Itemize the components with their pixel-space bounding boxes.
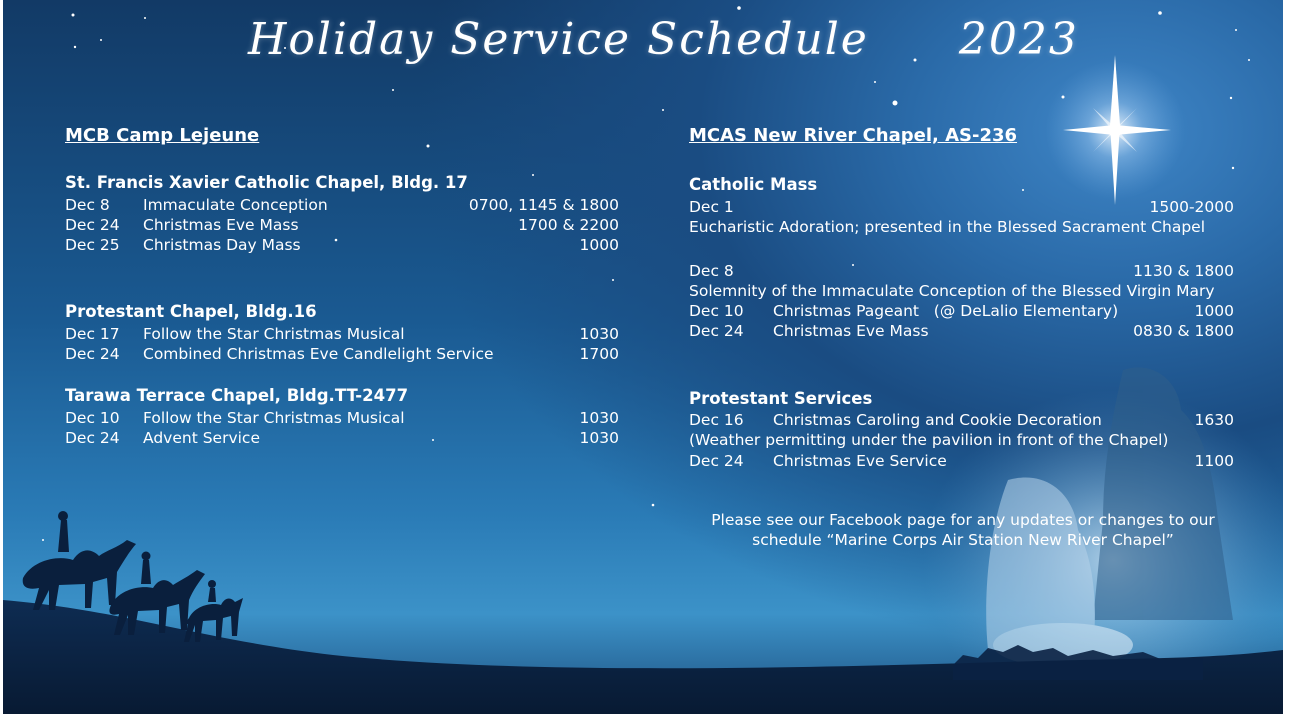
row-event: Christmas Eve Service <box>773 452 947 470</box>
row-event: Christmas Day Mass <box>143 236 301 254</box>
schedule-row <box>689 262 1234 282</box>
row-time: 0700, 1145 & 1800 <box>468 196 619 214</box>
schedule-row <box>689 198 1234 218</box>
row-date: Dec 8 <box>65 196 110 214</box>
row-date: Dec 10 <box>65 409 120 427</box>
row-note: Solemnity of the Immaculate Conception of the Blessed Virgin Mary <box>689 282 1215 300</box>
schedule-row <box>65 196 619 216</box>
row-time: 1630 <box>1194 411 1234 429</box>
section-heading: St. Francis Xavier Catholic Chapel, Bldg. 17 <box>65 173 468 192</box>
row-event: Christmas Caroling and Cookie Decoration <box>773 411 1102 429</box>
row-date: Dec 25 <box>65 236 120 254</box>
row-date: Dec 24 <box>65 216 120 234</box>
schedule-row <box>65 236 619 256</box>
poster-title <box>248 14 1079 65</box>
row-date: Dec 16 <box>689 411 744 429</box>
row-time: 1030 <box>579 409 619 427</box>
schedule-poster <box>3 0 1283 714</box>
title-text: Holiday Service Schedule <box>248 14 869 65</box>
facebook-notice-line: Please see our Facebook page for any updates or changes to our <box>711 511 1215 529</box>
schedule-row <box>65 409 619 429</box>
row-time: 1030 <box>579 325 619 343</box>
schedule-row <box>689 411 1234 431</box>
schedule-row <box>65 216 619 236</box>
row-date: Dec 17 <box>65 325 120 343</box>
row-event: Follow the Star Christmas Musical <box>143 325 405 343</box>
bethlehem-star-icon <box>1045 55 1185 205</box>
row-time: 1500-2000 <box>1149 198 1234 216</box>
mcb-camp-lejeune-heading: MCB Camp Lejeune <box>65 125 260 146</box>
row-event: Christmas Pageant (@ DeLalio Elementary) <box>773 302 1119 320</box>
row-time: 1000 <box>579 236 619 254</box>
section-heading: Tarawa Terrace Chapel, Bldg.TT-2477 <box>65 386 409 405</box>
row-date: Dec 24 <box>689 322 744 340</box>
row-event: Follow the Star Christmas Musical <box>143 409 405 427</box>
row-date: Dec 24 <box>689 452 744 470</box>
schedule-row <box>689 302 1234 322</box>
row-date: Dec 8 <box>689 262 734 280</box>
schedule-row <box>65 429 619 449</box>
mcas-new-river-heading: MCAS New River Chapel, AS-236 <box>689 125 1018 146</box>
row-time: 1700 <box>579 345 619 363</box>
row-event: Immaculate Conception <box>143 196 328 214</box>
row-time: 1030 <box>579 429 619 447</box>
facebook-notice-line: schedule “Marine Corps Air Station New River Chapel” <box>752 531 1174 549</box>
row-event: Combined Christmas Eve Candlelight Service <box>143 345 494 363</box>
schedule-row <box>65 345 619 365</box>
row-date: Dec 1 <box>689 198 734 216</box>
title-year: 2023 <box>958 14 1079 65</box>
row-event: Christmas Eve Mass <box>143 216 299 234</box>
protestant-services-heading: Protestant Services <box>689 389 873 408</box>
schedule-row <box>689 452 1234 472</box>
facebook-notice <box>703 510 1223 550</box>
row-time: 1130 & 1800 <box>1133 262 1234 280</box>
row-event: Advent Service <box>143 429 260 447</box>
schedule-row <box>65 325 619 345</box>
row-note: (Weather permitting under the pavilion in front of the Chapel) <box>689 431 1169 449</box>
row-date: Dec 24 <box>65 345 120 363</box>
row-note: Eucharistic Adoration; presented in the Blessed Sacrament Chapel <box>689 218 1206 236</box>
schedule-row <box>689 322 1234 342</box>
row-event: Christmas Eve Mass <box>773 322 929 340</box>
row-date: Dec 24 <box>65 429 120 447</box>
row-time: 1000 <box>1194 302 1234 320</box>
section-heading: Protestant Chapel, Bldg.16 <box>65 302 317 321</box>
catholic-mass-heading: Catholic Mass <box>689 175 818 194</box>
row-time: 1700 & 2200 <box>518 216 619 234</box>
row-date: Dec 10 <box>689 302 744 320</box>
row-time: 0830 & 1800 <box>1133 322 1234 340</box>
row-time: 1100 <box>1194 452 1234 470</box>
